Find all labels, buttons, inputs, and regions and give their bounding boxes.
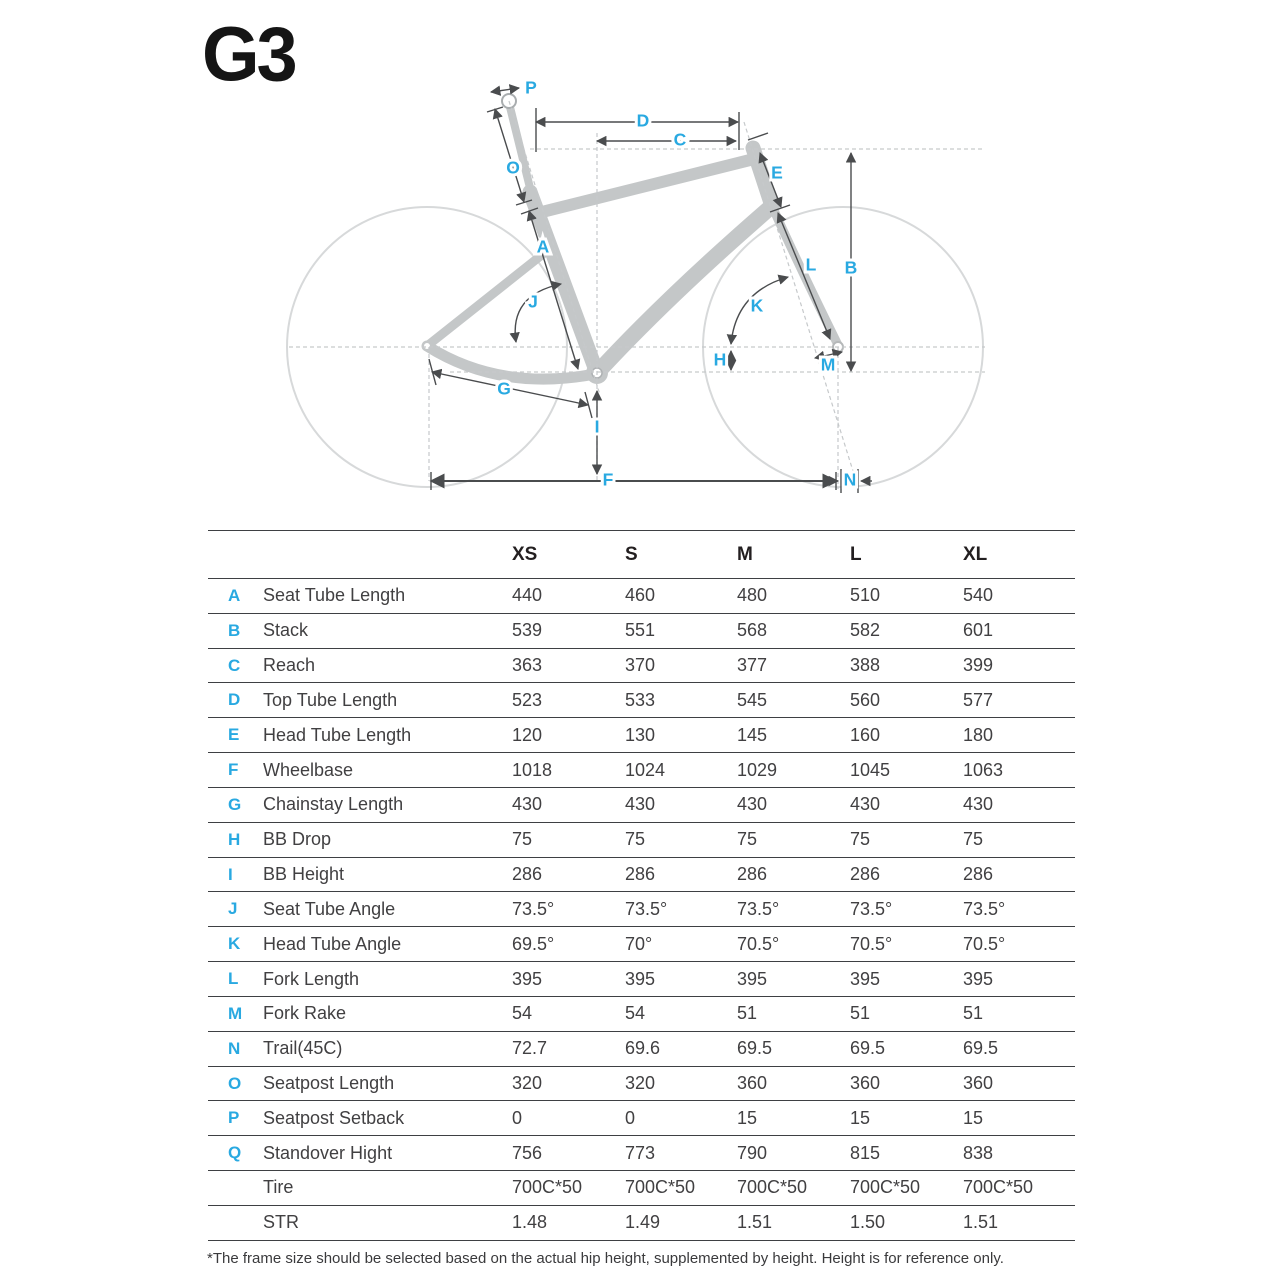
dim-label-n: N	[843, 469, 857, 490]
row-value: 51	[737, 1003, 758, 1024]
dim-label-h: H	[713, 349, 727, 370]
dim-label-a: A	[536, 236, 550, 257]
row-value: 54	[512, 1003, 533, 1024]
row-value: 430	[512, 794, 543, 815]
frame-geometry-diagram	[0, 0, 1280, 530]
table-row	[208, 1136, 1075, 1171]
dim-label-l: L	[805, 254, 817, 275]
row-letter: F	[228, 760, 239, 780]
row-value: 75	[737, 829, 758, 850]
row-letter: I	[228, 864, 233, 884]
dim-label-d: D	[636, 110, 650, 131]
dim-label-c: C	[673, 129, 687, 150]
model-title: G3	[202, 10, 295, 98]
row-value: 54	[625, 1003, 646, 1024]
row-value: 73.5°	[737, 898, 780, 919]
table-row	[208, 927, 1075, 962]
table-row	[208, 997, 1075, 1032]
row-value: 15	[850, 1107, 871, 1128]
row-label: Stack	[263, 620, 309, 641]
table-row	[208, 1067, 1075, 1102]
row-value: 15	[963, 1107, 984, 1128]
table-header-row	[208, 531, 1075, 579]
row-value: 75	[625, 829, 646, 850]
geometry-table	[208, 530, 1075, 1241]
row-value: 510	[850, 585, 881, 606]
row-letter: H	[228, 829, 241, 849]
row-letter: O	[228, 1073, 242, 1093]
row-value: 1063	[963, 759, 1004, 780]
row-value: 388	[850, 655, 881, 676]
row-value: 700C*50	[512, 1177, 583, 1198]
table-row	[208, 718, 1075, 753]
row-letter: Q	[228, 1143, 242, 1163]
row-value: 145	[737, 724, 768, 745]
table-row	[208, 579, 1075, 614]
row-value: 560	[850, 689, 881, 710]
row-label: Head Tube Length	[263, 724, 412, 745]
row-value: 700C*50	[625, 1177, 696, 1198]
row-label: Top Tube Length	[263, 689, 398, 710]
row-letter: E	[228, 725, 240, 745]
table-row	[208, 1101, 1075, 1136]
row-value: 480	[737, 585, 768, 606]
row-value: 370	[625, 655, 656, 676]
table-row	[208, 788, 1075, 823]
row-value: 130	[625, 724, 656, 745]
row-value: 286	[963, 864, 994, 885]
dim-label-e: E	[771, 162, 783, 183]
dim-label-p: P	[525, 77, 537, 98]
row-value: 533	[625, 689, 656, 710]
row-value: 286	[625, 864, 656, 885]
row-label: Fork Rake	[263, 1003, 347, 1024]
row-value: 523	[512, 689, 543, 710]
row-label: BB Height	[263, 864, 345, 885]
row-value: 395	[512, 968, 543, 989]
row-value: 1.51	[737, 1212, 773, 1233]
row-value: 700C*50	[737, 1177, 808, 1198]
row-value: 540	[963, 585, 994, 606]
row-value: 75	[963, 829, 984, 850]
row-value: 120	[512, 724, 543, 745]
row-value: 1029	[737, 759, 778, 780]
row-value: 75	[512, 829, 533, 850]
row-value: 51	[963, 1003, 984, 1024]
dim-label-o: O	[506, 157, 520, 178]
row-value: 69.5	[963, 1038, 999, 1059]
row-value: 360	[737, 1073, 768, 1093]
column-header-xl: XL	[963, 543, 988, 565]
row-value: 551	[625, 620, 656, 641]
row-value: 51	[850, 1003, 871, 1024]
row-label: Reach	[263, 655, 316, 676]
table-row	[208, 649, 1075, 684]
row-value: 1045	[850, 759, 891, 780]
row-value: 0	[512, 1107, 523, 1128]
row-label: Seatpost Length	[263, 1073, 395, 1093]
row-value: 601	[963, 620, 994, 641]
row-value: 756	[512, 1142, 543, 1163]
row-value: 363	[512, 655, 543, 676]
row-letter: C	[228, 655, 241, 675]
row-value: 160	[850, 724, 881, 745]
dim-label-f: F	[602, 469, 614, 490]
table-row	[208, 858, 1075, 893]
row-value: 1.50	[850, 1212, 886, 1233]
dim-label-k: K	[750, 295, 764, 316]
row-value: 460	[625, 585, 656, 606]
row-label: BB Drop	[263, 829, 332, 850]
table-row	[208, 753, 1075, 788]
table-row	[208, 683, 1075, 718]
column-header-m: M	[737, 543, 753, 565]
row-value: 69.5	[737, 1038, 773, 1059]
row-value: 815	[850, 1142, 881, 1163]
row-label: Standover Hight	[263, 1142, 393, 1163]
row-value: 430	[963, 794, 994, 815]
row-value: 1.51	[963, 1212, 999, 1233]
row-value: 1018	[512, 759, 553, 780]
row-value: 69.6	[625, 1038, 661, 1059]
row-letter: G	[228, 794, 242, 814]
row-value: 69.5°	[512, 933, 555, 954]
row-value: 73.5°	[512, 898, 555, 919]
table-rows	[208, 579, 1075, 1241]
row-label: STR	[263, 1212, 299, 1233]
row-letter: A	[228, 585, 241, 605]
table-row	[208, 823, 1075, 858]
row-value: 70°	[625, 933, 653, 954]
row-value: 1.49	[625, 1212, 661, 1233]
row-letter: J	[228, 899, 238, 919]
row-value: 360	[850, 1073, 881, 1093]
row-value: 568	[737, 620, 768, 641]
row-value: 286	[737, 864, 768, 885]
row-label: Tire	[263, 1177, 294, 1198]
construction-lines	[289, 101, 985, 489]
row-value: 582	[850, 620, 881, 641]
row-label: Wheelbase	[263, 759, 354, 780]
row-value: 395	[850, 968, 881, 989]
dim-label-b: B	[844, 257, 858, 278]
row-value: 395	[963, 968, 994, 989]
row-value: 73.5°	[625, 898, 668, 919]
row-value: 545	[737, 689, 768, 710]
table-row	[208, 892, 1075, 927]
row-letter: P	[228, 1108, 240, 1128]
row-value: 838	[963, 1142, 994, 1163]
dim-label-j: J	[528, 291, 538, 312]
row-value: 377	[737, 655, 768, 676]
row-letter: D	[228, 690, 241, 710]
row-value: 75	[850, 829, 871, 850]
row-label: Fork Length	[263, 968, 360, 989]
row-label: Seat Tube Length	[263, 585, 406, 606]
row-value: 15	[737, 1107, 758, 1128]
column-header-xs: XS	[512, 543, 538, 565]
row-value: 286	[850, 864, 881, 885]
row-value: 360	[963, 1073, 994, 1093]
row-label: Seatpost Setback	[263, 1107, 405, 1128]
row-label: Trail(45C)	[263, 1038, 343, 1059]
row-value: 72.7	[512, 1038, 548, 1059]
row-value: 73.5°	[850, 898, 893, 919]
table-row	[208, 962, 1075, 997]
row-value: 539	[512, 620, 543, 641]
row-value: 69.5	[850, 1038, 886, 1059]
table-row	[208, 614, 1075, 649]
row-value: 399	[963, 655, 994, 676]
row-letter: N	[228, 1038, 241, 1058]
row-value: 790	[737, 1142, 768, 1163]
row-value: 70.5°	[850, 933, 893, 954]
rear-axle	[423, 342, 431, 350]
table-row	[208, 1032, 1075, 1067]
row-value: 773	[625, 1142, 656, 1163]
row-value: 286	[512, 864, 543, 885]
row-value: 395	[625, 968, 656, 989]
row-letter: K	[228, 934, 241, 954]
row-value: 70.5°	[963, 933, 1006, 954]
table-row	[208, 1206, 1075, 1241]
row-value: 320	[625, 1073, 656, 1093]
footnote: *The frame size should be selected based on the actual hip height, supplemented by height. Height is for reference only.	[207, 1250, 1004, 1267]
row-label: Chainstay Length	[263, 794, 404, 815]
row-value: 395	[737, 968, 768, 989]
column-header-l: L	[850, 543, 862, 565]
table-row	[208, 1171, 1075, 1206]
row-label: Head Tube Angle	[263, 933, 402, 954]
row-value: 700C*50	[963, 1177, 1034, 1198]
row-label: Seat Tube Angle	[263, 898, 396, 919]
row-value: 70.5°	[737, 933, 780, 954]
row-value: 1.48	[512, 1212, 548, 1233]
row-value: 430	[737, 794, 768, 815]
row-value: 320	[512, 1073, 543, 1093]
dim-label-g: G	[497, 378, 511, 399]
row-value: 700C*50	[850, 1177, 921, 1198]
dim-label-m: M	[820, 354, 836, 375]
row-value: 430	[850, 794, 881, 815]
dim-label-i: I	[594, 416, 600, 437]
column-header-s: S	[625, 543, 638, 565]
row-value: 430	[625, 794, 656, 815]
row-value: 440	[512, 585, 543, 606]
row-value: 1024	[625, 759, 666, 780]
row-letter: B	[228, 620, 241, 640]
row-value: 0	[625, 1107, 636, 1128]
row-value: 180	[963, 724, 994, 745]
row-value: 73.5°	[963, 898, 1006, 919]
row-letter: L	[228, 969, 239, 989]
row-letter: M	[228, 1003, 243, 1023]
row-value: 577	[963, 689, 994, 710]
